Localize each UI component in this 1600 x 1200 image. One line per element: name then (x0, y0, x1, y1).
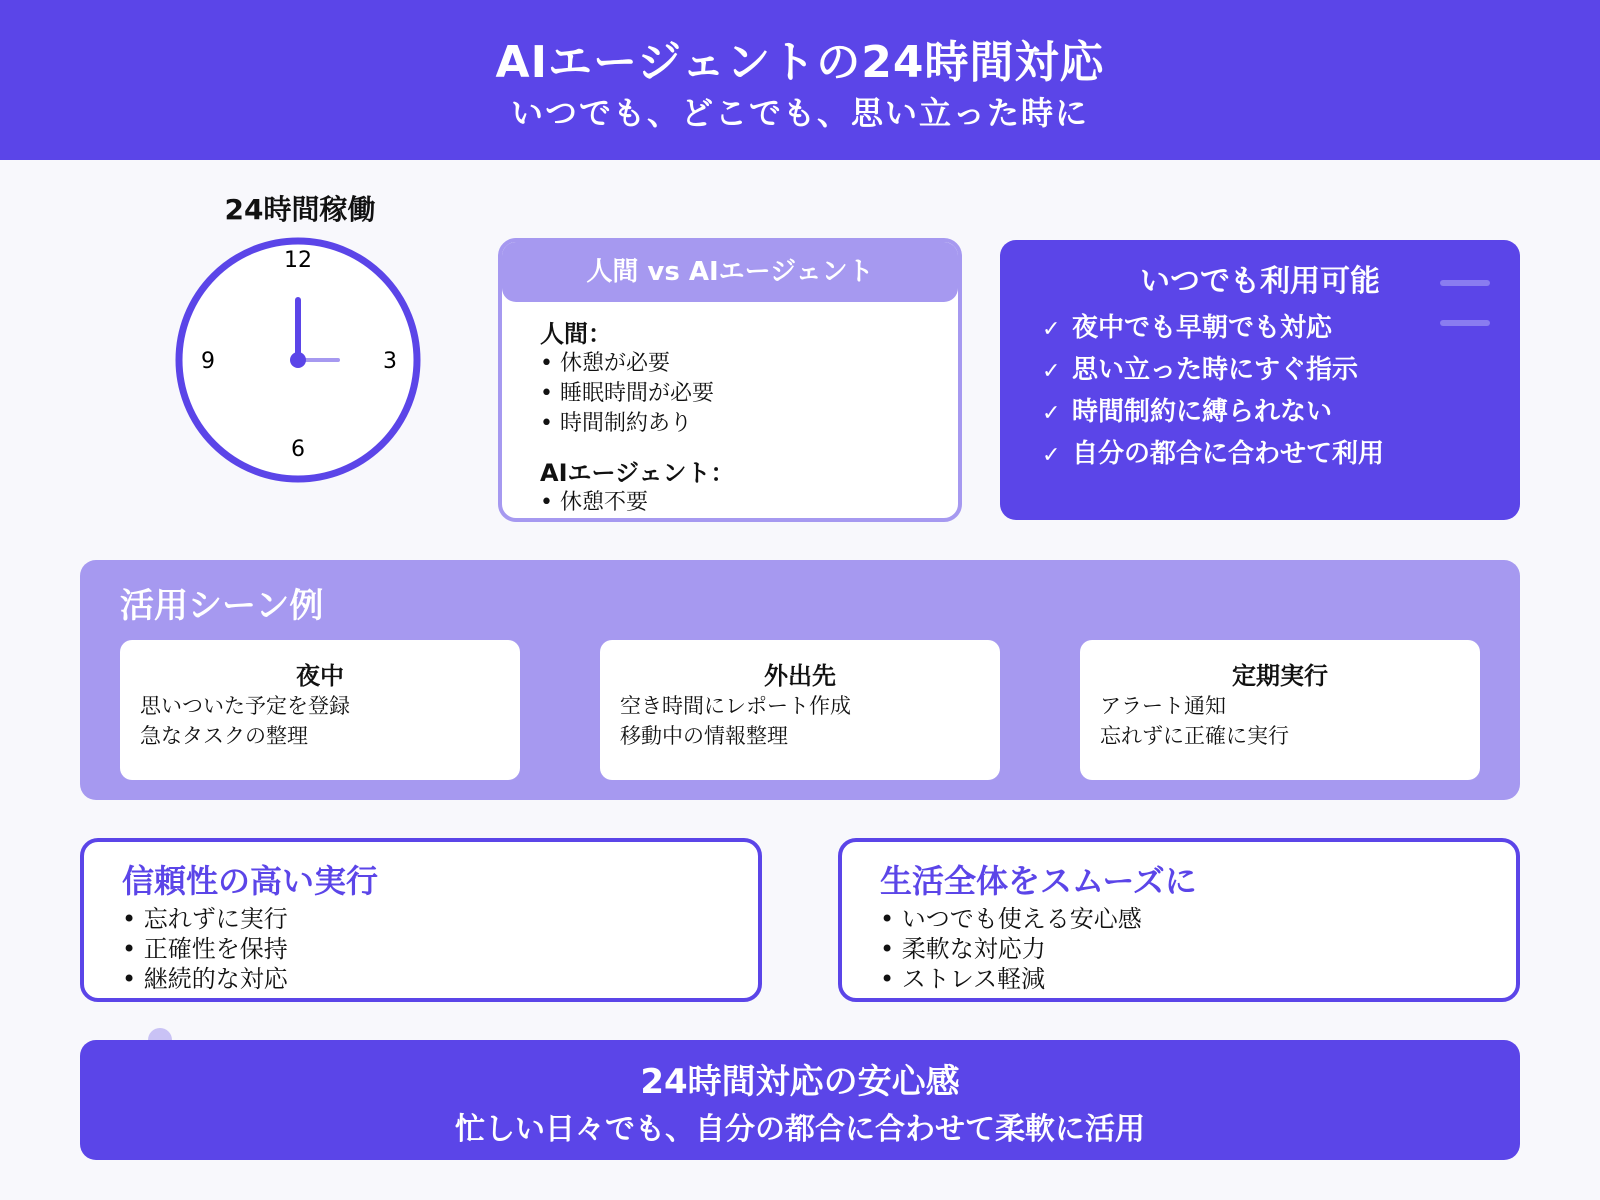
clock-title: 24時間稼働 (224, 193, 376, 226)
list-item-label: 自分の都合に合わせて利用 (1072, 439, 1385, 469)
comparison-title: 人間 vs AIエージェント (502, 242, 958, 302)
decorative-dash (1440, 320, 1490, 326)
footer-banner (80, 1040, 1520, 1160)
list-item (1042, 308, 1384, 350)
list-item: • ストレス軽減 (880, 964, 1142, 994)
scene-card-line: 空き時間にレポート作成 (620, 694, 851, 718)
availability-title: いつでも利用可能 (1140, 264, 1380, 299)
scene-card-line: 急なタスクの整理 (140, 724, 308, 748)
scene-card-line: アラート通知 (1100, 694, 1226, 718)
list-item-label: 思い立った時にすぐ指示 (1072, 355, 1359, 385)
check-icon: ✓ (1042, 359, 1061, 384)
list-item: • 時間制約あり (540, 409, 958, 439)
scene-title: 活用シーン例 (120, 586, 324, 626)
list-item-label: 夜中でも早朝でも対応 (1072, 313, 1333, 343)
check-icon: ✓ (1042, 401, 1061, 426)
comparison-card (498, 238, 962, 522)
clock-icon (172, 234, 424, 486)
human-list (540, 349, 958, 439)
list-item: • 睡眠時間が必要 (540, 379, 958, 409)
list-item: • 継続的な対応 (122, 964, 288, 994)
page-subtitle: いつでも、どこでも、思い立った時に (510, 94, 1089, 132)
clock-center-dot (290, 352, 306, 368)
footer-subtitle: 忙しい日々でも、自分の都合に合わせて柔軟に活用 (455, 1112, 1145, 1147)
scene-card-scheduled (1080, 640, 1480, 780)
list-item: • 休憩が必要 (540, 349, 958, 379)
clock-number-3: 3 (383, 349, 397, 374)
decorative-dash (1440, 280, 1490, 286)
availability-list (1042, 308, 1384, 476)
scene-card-line: 思いついた予定を登録 (140, 694, 350, 718)
list-item: • いつでも使える安心感 (880, 904, 1142, 934)
list-item: • 忘れずに実行 (122, 904, 288, 934)
lifestyle-card (838, 838, 1520, 1002)
footer-title: 24時間対応の安心感 (640, 1062, 960, 1102)
list-item: • 柔軟な対応力 (880, 934, 1142, 964)
scene-card-line: 忘れずに正確に実行 (1100, 724, 1289, 748)
reliability-list (122, 904, 288, 994)
reliability-title: 信頼性の高い実行 (122, 862, 379, 900)
scene-card-night (120, 640, 520, 780)
list-item (1042, 350, 1384, 392)
list-item (1042, 392, 1384, 434)
availability-card (1000, 240, 1520, 520)
check-icon: ✓ (1042, 317, 1061, 342)
list-item: • 正確性を保持 (122, 934, 288, 964)
ai-list (540, 488, 958, 518)
list-item-label: 時間制約に縛られない (1072, 397, 1333, 427)
reliability-card (80, 838, 762, 1002)
list-item (1042, 434, 1384, 476)
clock-number-12: 12 (284, 248, 312, 273)
list-item: • 休憩不要 (540, 488, 958, 518)
scene-section (80, 560, 1520, 800)
scene-card-title: 夜中 (296, 662, 344, 690)
scene-card-line: 移動中の情報整理 (620, 724, 788, 748)
clock-number-9: 9 (201, 349, 215, 374)
check-icon: ✓ (1042, 443, 1061, 468)
clock-number-6: 6 (291, 437, 305, 462)
scene-card-title: 定期実行 (1232, 662, 1328, 690)
page-header (0, 0, 1600, 160)
lifestyle-list (880, 904, 1142, 994)
page-title: AIエージェントの24時間対応 (495, 37, 1105, 88)
lifestyle-title: 生活全体をスムーズに (880, 862, 1197, 900)
human-label: 人間： (540, 320, 612, 348)
ai-label: AIエージェント： (540, 459, 735, 487)
scene-card-outside (600, 640, 1000, 780)
scene-card-title: 外出先 (764, 662, 836, 690)
